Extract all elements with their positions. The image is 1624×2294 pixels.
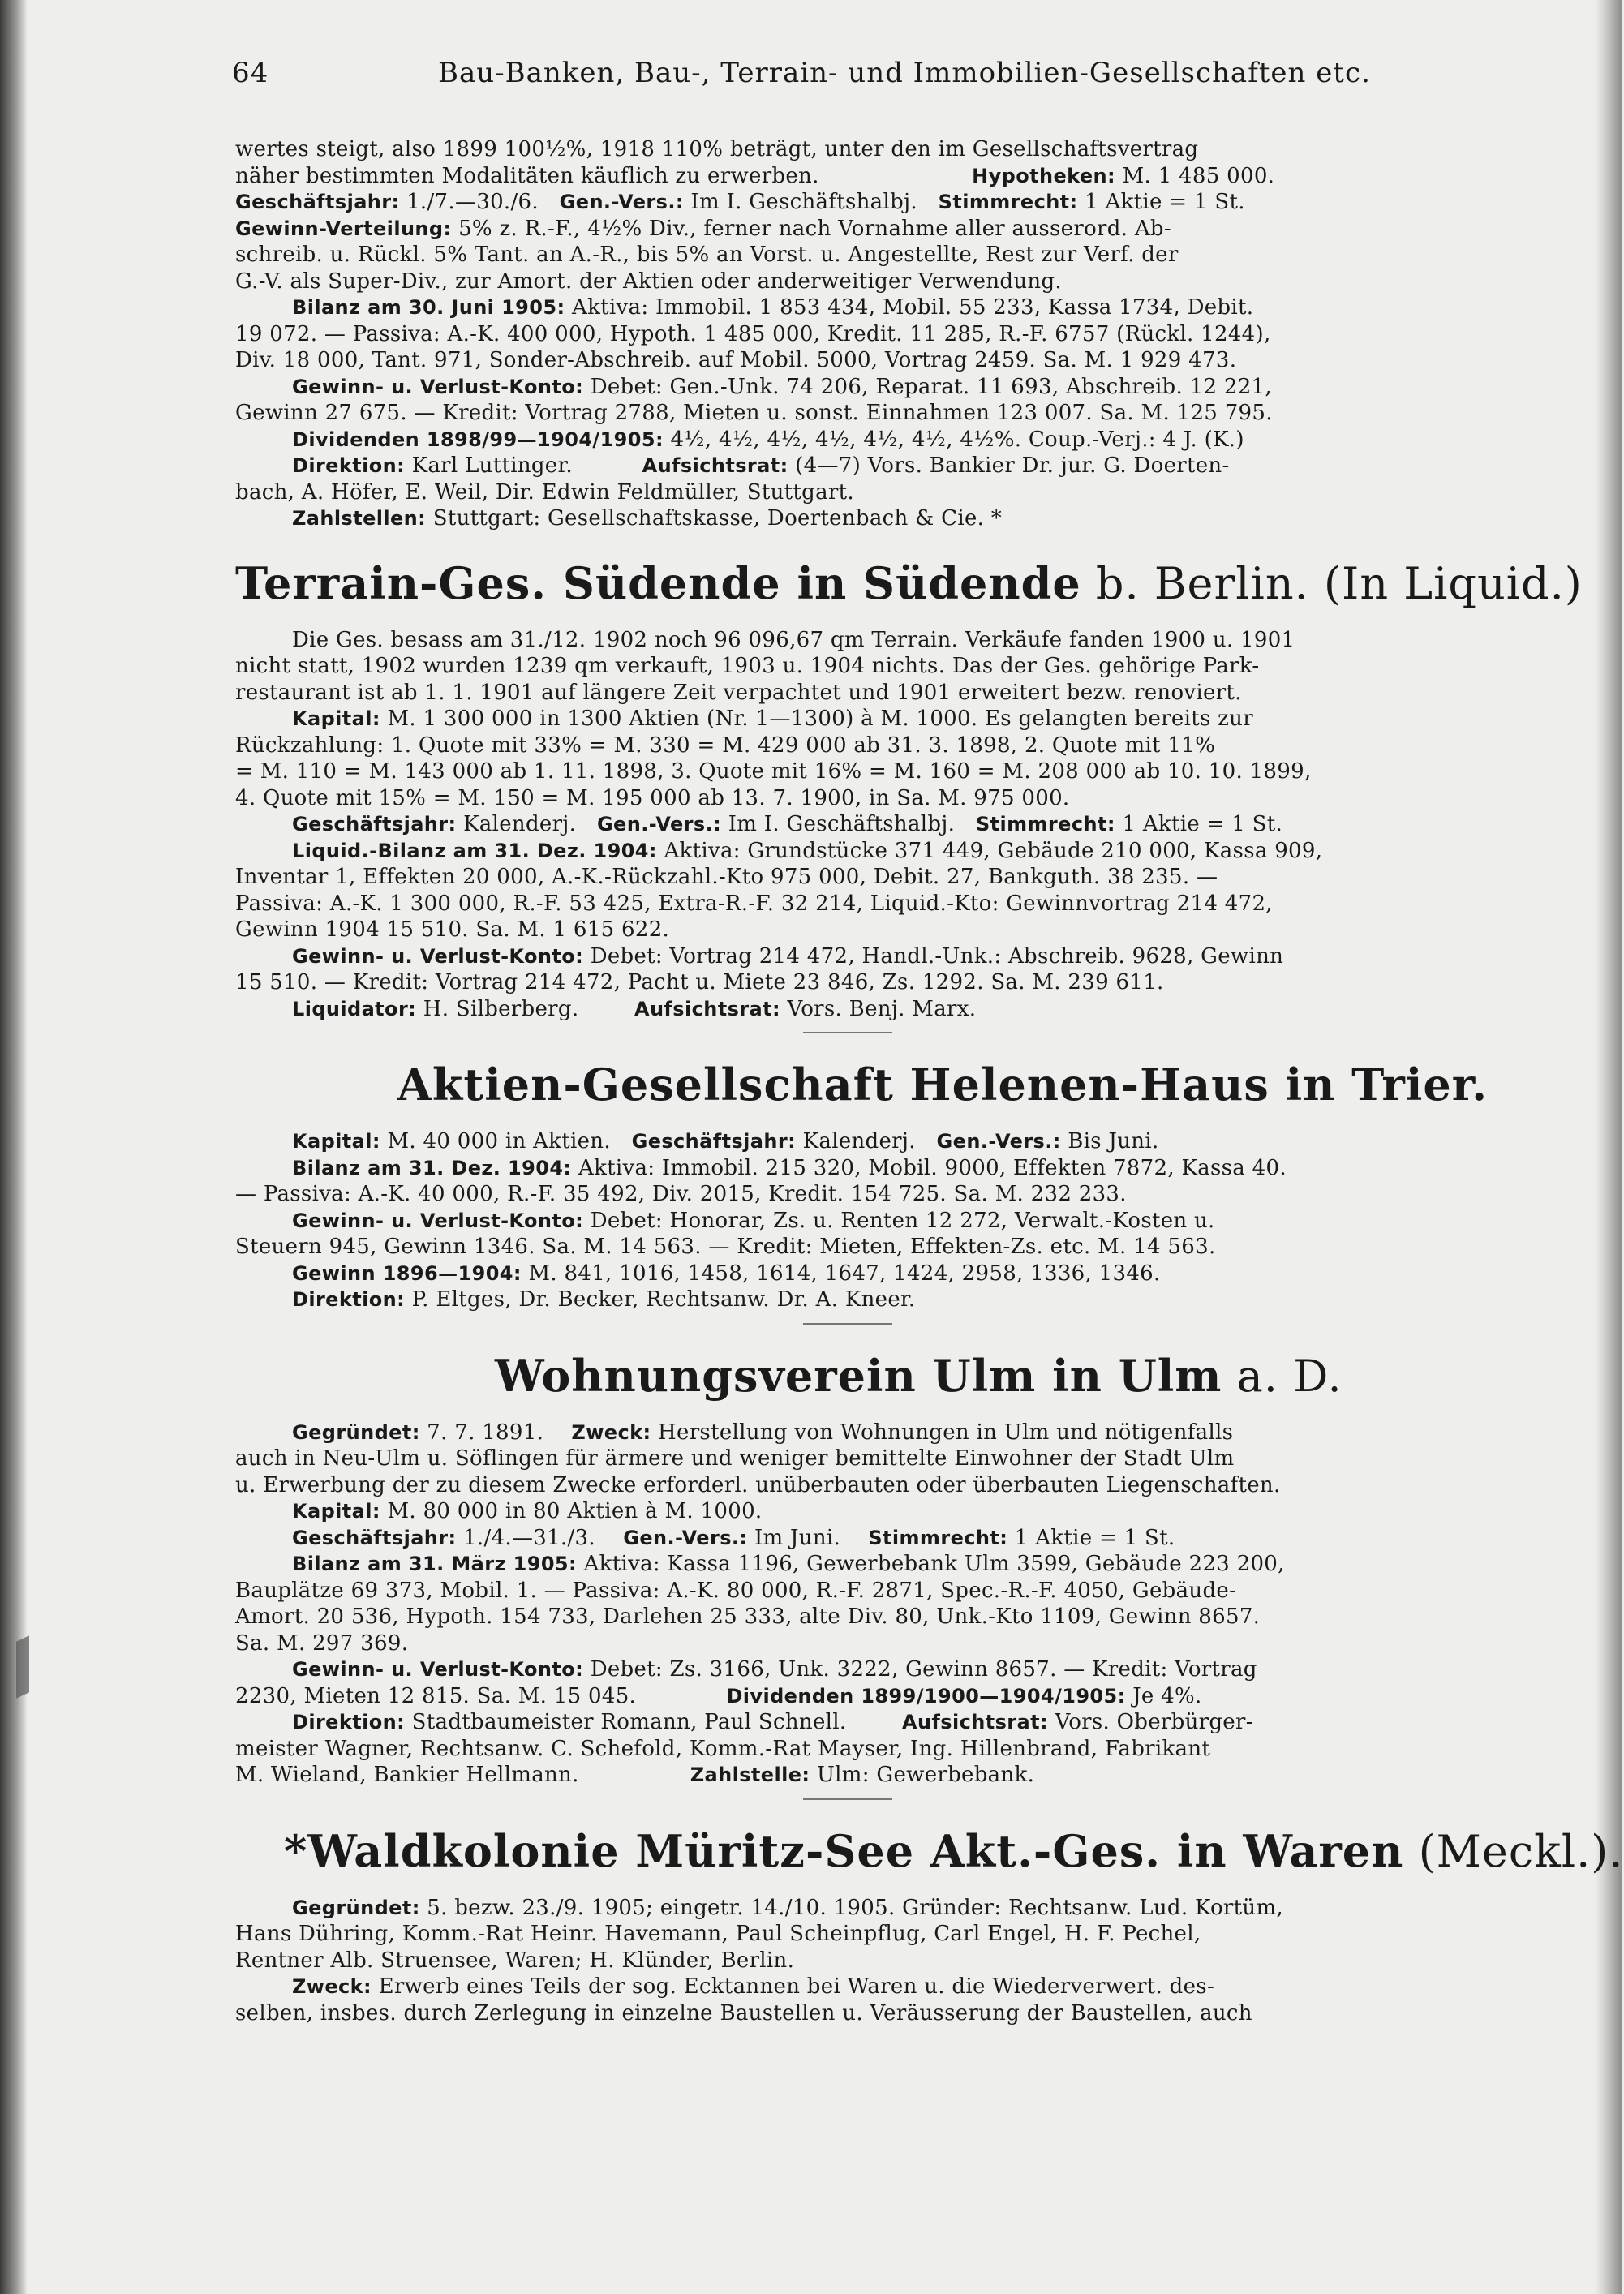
text-line: schreib. u. Rückl. 5% Tant. an A.-R., bis 5% an Vorst. u. Angestellte, Rest zur Verf. der bbox=[235, 243, 1179, 267]
text-line: näher bestimmten Modalitäten käuflich zu erwerben. Hypotheken: M. 1 485 000. bbox=[235, 163, 1275, 188]
text-line: wertes steigt, also 1899 100½%, 1918 110% beträgt, unter den im Gesellschaftsvertrag bbox=[235, 137, 1199, 161]
text-line: Rückzahlung: 1. Quote mit 33% = M. 330 = M. 429 000 ab 31. 3. 1898, 2. Quote mit 11% bbox=[235, 732, 1216, 758]
binding-shadow bbox=[0, 0, 28, 2294]
text-line: Rentner Alb. Struensee, Waren; H. Klünder, Berlin. bbox=[235, 1948, 795, 1973]
text-line: Passiva: A.-K. 1 300 000, R.-F. 53 425, Extra-R.-F. 32 214, Liquid.-Kto: Gewinnvortrag 214 472, bbox=[235, 891, 1273, 916]
text-line: Geschäftsjahr: 1./4.—31./3. Gen.-Vers.: Im Juni. Stimmrecht: 1 Aktie = 1 St. bbox=[292, 1525, 1175, 1550]
entry-continued bbox=[235, 136, 1533, 532]
entry-waldkolonie-mueritz-see bbox=[235, 1823, 1624, 2027]
text-line: restaurant ist ab 1. 1. 1901 auf längere Zeit verpachtet und 1901 erweitert bezw. renoviert. bbox=[235, 680, 1242, 705]
section-divider bbox=[803, 1032, 892, 1033]
running-head bbox=[232, 49, 1533, 105]
text-line: Steuern 945, Gewinn 1346. Sa. M. 14 563. — Kredit: Mieten, Effekten-Zs. etc. M. 14 563. bbox=[235, 1235, 1216, 1259]
text-line: meister Wagner, Rechtsanw. C. Schefold, Komm.-Rat Mayser, Ing. Hillenbrand, Fabrikant bbox=[235, 1736, 1211, 1761]
text-line: Gewinn-Verteilung: 5% z. R.-F., 4½% Div., ferner nach Vornahme aller ausserord. Ab- bbox=[235, 216, 1171, 241]
text-line: Gewinn 1904 15 510. Sa. M. 1 615 622. bbox=[235, 917, 670, 942]
text-line: Direktion: Stadtbaumeister Romann, Paul Schnell. Aufsichtsrat: Vors. Oberbürger- bbox=[292, 1710, 1253, 1734]
text-line: Zweck: Erwerb eines Teils der sog. Ecktannen bei Waren u. die Wiederverwert. des- bbox=[292, 1974, 1215, 1999]
section-divider bbox=[803, 1323, 892, 1325]
text-line: Kapital: M. 40 000 in Aktien. Geschäftsjahr: Kalenderj. Gen.-Vers.: Bis Juni. bbox=[292, 1129, 1159, 1153]
text-line: Gewinn- u. Verlust-Konto: Debet: Vortrag 214 472, Handl.-Unk.: Abschreib. 9628, Gewinn bbox=[292, 943, 1284, 969]
text-line: selben, insbes. durch Zerlegung in einzelne Baustellen u. Veräusserung der Baustellen, auch bbox=[235, 2000, 1252, 2026]
company-title: *Waldkolonie Müritz-See Akt.-Ges. in Waren (Meckl.). bbox=[284, 1824, 1624, 1877]
entry-helenen-haus bbox=[235, 1056, 1533, 1325]
text-line: M. Wieland, Bankier Hellmann. Zahlstelle: Ulm: Gewerbebank. bbox=[235, 1763, 1035, 1787]
section-divider bbox=[803, 1798, 892, 1800]
text-line: Die Ges. besass am 31./12. 1902 noch 96 096,67 qm Terrain. Verkäufe fanden 1900 u. 1901 bbox=[292, 627, 1295, 652]
text-line: Hans Dühring, Komm.-Rat Heinr. Havemann, Paul Scheinpflug, Carl Engel, H. F. Pechel, bbox=[235, 1922, 1201, 1946]
text-line: Gewinn- u. Verlust-Konto: Debet: Honorar, Zs. u. Renten 12 272, Verwalt.-Kosten u. bbox=[292, 1208, 1215, 1233]
entry-terrain-suedende bbox=[235, 555, 1583, 1034]
text-line: Liquid.-Bilanz am 31. Dez. 1904: Aktiva: Grundstücke 371 449, Gebäude 210 000, Kassa 909, bbox=[292, 838, 1323, 863]
text-line: Liquidator: H. Silberberg. Aufsichtsrat: Vors. Benj. Marx. bbox=[292, 996, 977, 1021]
page-edge bbox=[1595, 0, 1622, 2294]
text-line: Gegründet: 5. bezw. 23./9. 1905; eingetr. 14./10. 1905. Gründer: Rechtsanw. Lud. Kortüm, bbox=[292, 1895, 1283, 1920]
text-line: Gewinn 27 675. — Kredit: Vortrag 2788, Mieten u. sonst. Einnahmen 123 007. Sa. M. 125 795. bbox=[235, 401, 1273, 425]
text-line: Geschäftsjahr: 1./7.—30./6. Gen.-Vers.: Im I. Geschäftshalbj. Stimmrecht: 1 Aktie = 1 St. bbox=[235, 190, 1245, 214]
text-line: auch in Neu-Ulm u. Söflingen für ärmere und weniger bemittelte Einwohner der Stadt Ulm bbox=[235, 1446, 1235, 1471]
text-line: u. Erwerbung der zu diesem Zwecke erforderl. unüberbauten oder überbauten Liegenschaften. bbox=[235, 1472, 1281, 1497]
company-title: Terrain-Ges. Südende in Südende b. Berlin. (In Liquid.) bbox=[235, 556, 1583, 609]
text-line: Bilanz am 31. Dez. 1904: Aktiva: Immobil. 215 320, Mobil. 9000, Effekten 7872, Kassa 40. bbox=[292, 1155, 1287, 1180]
company-title: Wohnungsverein Ulm in Ulm a. D. bbox=[495, 1349, 1343, 1402]
text-line: Kapital: M. 80 000 in 80 Aktien à M. 1000. bbox=[292, 1499, 763, 1523]
text-line: Gewinn- u. Verlust-Konto: Debet: Gen.-Unk. 74 206, Reparat. 11 693, Abschreib. 12 221, bbox=[292, 374, 1272, 399]
text-line: Inventar 1, Effekten 20 000, A.-K.-Rückzahl.-Kto 975 000, Debit. 27, Bankguth. 38 235. — bbox=[235, 865, 1218, 889]
text-line: Gewinn- u. Verlust-Konto: Debet: Zs. 3166, Unk. 3222, Gewinn 8657. — Kredit: Vortrag bbox=[292, 1657, 1257, 1682]
text-line: — Passiva: A.-K. 40 000, R.-F. 35 492, Div. 2015, Kredit. 154 725. Sa. M. 232 233. bbox=[235, 1182, 1127, 1206]
text-line: Direktion: Karl Luttinger. Aufsichtsrat: (4—7) Vors. Bankier Dr. jur. G. Doerten- bbox=[292, 453, 1230, 478]
text-line: Zahlstellen: Stuttgart: Gesellschaftskasse, Doertenbach & Cie. * bbox=[292, 506, 1003, 531]
text-line: 2230, Mieten 12 815. Sa. M. 15 045. Dividenden 1899/1900—1904/1905: Je 4%. bbox=[235, 1683, 1202, 1708]
text-line: = M. 110 = M. 143 000 ab 1. 11. 1898, 3. Quote mit 16% = M. 160 = M. 208 000 ab 10. 10. 1899, bbox=[235, 759, 1312, 784]
text-line: 4. Quote mit 15% = M. 150 = M. 195 000 ab 13. 7. 1900, in Sa. M. 975 000. bbox=[235, 785, 1070, 810]
scan-mark bbox=[16, 1635, 29, 1698]
text-line: Bauplätze 69 373, Mobil. 1. — Passiva: A.-K. 80 000, R.-F. 2871, Spec.-R.-F. 4050, Gebäude- bbox=[235, 1578, 1237, 1603]
page-number: 64 bbox=[232, 57, 269, 89]
text-line: nicht statt, 1902 wurden 1239 qm verkauft, 1903 u. 1904 nichts. Das der Ges. gehörige Park- bbox=[235, 654, 1260, 678]
text-line: Gewinn 1896—1904: M. 841, 1016, 1458, 1614, 1647, 1424, 2958, 1336, 1346. bbox=[292, 1261, 1161, 1286]
entry-wohnungsverein-ulm bbox=[235, 1347, 1533, 1800]
text-line: Dividenden 1898/99—1904/1905: 4½, 4½, 4½, 4½, 4½, 4½, 4½%. Coup.-Verj.: 4 J. (K.) bbox=[292, 427, 1244, 452]
text-line: Sa. M. 297 369. bbox=[235, 1630, 409, 1656]
text-line: G.-V. als Super-Div., zur Amort. der Aktien oder anderweitiger Verwendung. bbox=[235, 268, 1062, 294]
text-line: Direktion: P. Eltges, Dr. Becker, Rechtsanw. Dr. A. Kneer. bbox=[292, 1287, 916, 1312]
text-line: Kapital: M. 1 300 000 in 1300 Aktien (Nr. 1—1300) à M. 1000. Es gelangten bereits zur bbox=[292, 707, 1253, 731]
text-line: Gegründet: 7. 7. 1891. Zweck: Herstellung von Wohnungen in Ulm und nötigenfalls bbox=[292, 1420, 1234, 1445]
text-line: bach, A. Höfer, E. Weil, Dir. Edwin Feldmüller, Stuttgart. bbox=[235, 479, 854, 505]
text-line: Bilanz am 31. März 1905: Aktiva: Kassa 1196, Gewerbebank Ulm 3599, Gebäude 223 200, bbox=[292, 1552, 1285, 1576]
text-line: Geschäftsjahr: Kalenderj. Gen.-Vers.: Im I. Geschäftshalbj. Stimmrecht: 1 Aktie = 1 St. bbox=[292, 812, 1283, 836]
text-line: 15 510. — Kredit: Vortrag 214 472, Pacht u. Miete 23 846, Zs. 1292. Sa. M. 239 611. bbox=[235, 970, 1164, 994]
text-line: 19 072. — Passiva: A.-K. 400 000, Hypoth. 1 485 000, Kredit. 11 285, R.-F. 6757 (Rückl. 1244), bbox=[235, 321, 1271, 346]
text-line: Bilanz am 30. Juni 1905: Aktiva: Immobil. 1 853 434, Mobil. 55 233, Kassa 1734, Debit. bbox=[292, 295, 1254, 320]
page bbox=[232, 49, 1624, 2026]
running-title: Bau-Banken, Bau-, Terrain- und Immobilien-Gesellschaften etc. bbox=[438, 57, 1371, 89]
text-line: Div. 18 000, Tant. 971, Sonder-Abschreib. auf Mobil. 5000, Vortrag 2459. Sa. M. 1 929 473. bbox=[235, 348, 1237, 372]
text-line: Amort. 20 536, Hypoth. 154 733, Darlehen 25 333, alte Div. 80, Unk.-Kto 1109, Gewinn 8657. bbox=[235, 1605, 1261, 1629]
company-title: Aktien-Gesellschaft Helenen-Haus in Trier. bbox=[397, 1059, 1489, 1110]
